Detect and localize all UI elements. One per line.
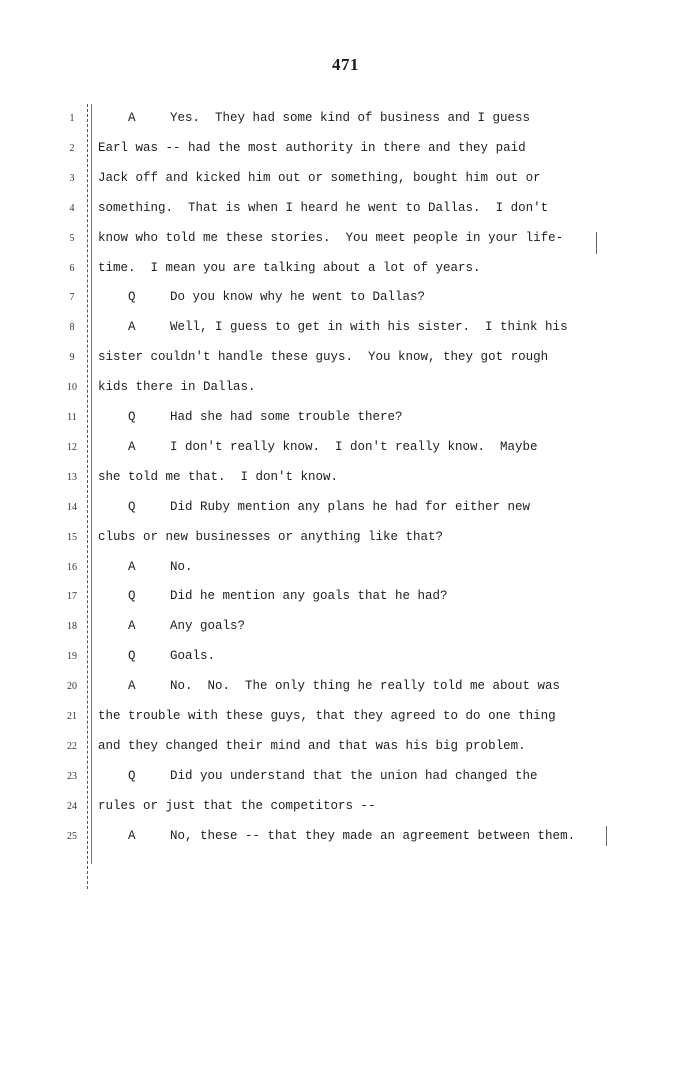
speaker-label: Q — [128, 499, 136, 514]
line-text: something. That is when I heard he went to Dallas. I don't — [98, 200, 549, 215]
line-text: No. No. The only thing he really told me about was — [170, 679, 561, 694]
line-text: No, these -- that they made an agreement between them. — [170, 828, 576, 843]
line-number: 1 — [69, 113, 75, 124]
transcript-line — [0, 529, 691, 551]
transcript-line — [0, 618, 691, 640]
transcript-line — [0, 230, 691, 252]
line-text: she told me that. I don't know. — [98, 469, 339, 484]
line-text: sister couldn't handle these guys. You know, they got rough — [98, 350, 549, 365]
line-number: 14 — [67, 501, 77, 513]
transcript-line — [0, 349, 691, 371]
line-number: 5 — [69, 232, 75, 244]
line-number: 6 — [69, 262, 75, 274]
line-text: Do you know why he went to Dallas? — [170, 290, 426, 305]
speaker-label: Q — [128, 768, 136, 783]
line-text: Had she had some trouble there? — [170, 410, 403, 424]
line-number: 19 — [67, 651, 77, 663]
transcript-line — [0, 409, 691, 431]
line-text: Well, I guess to get in with his sister. I think his — [170, 320, 568, 335]
transcript-line — [0, 140, 691, 162]
line-number: 25 — [67, 830, 77, 842]
transcript-line — [0, 469, 691, 491]
transcript-line — [0, 648, 691, 670]
line-text: Yes. They had some kind of business and I guess — [170, 111, 531, 125]
speaker-label: A — [128, 679, 136, 694]
line-number: 9 — [69, 352, 75, 364]
speaker-label: A — [128, 619, 136, 634]
line-text: Jack off and kicked him out or something, bought him out or — [98, 170, 541, 185]
speaker-label: Q — [128, 649, 136, 664]
speaker-label: A — [128, 111, 136, 125]
line-text: No. — [170, 559, 193, 574]
transcript-line — [0, 499, 691, 521]
transcript-line — [0, 559, 691, 581]
line-text: the trouble with these guys, that they agreed to do one thing — [98, 709, 556, 723]
transcript-line — [0, 260, 691, 282]
line-number: 13 — [67, 471, 77, 483]
line-text: Earl was -- had the most authority in there and they paid — [98, 140, 526, 155]
page-number: 471 — [332, 55, 359, 74]
transcript-line — [0, 798, 691, 820]
speaker-label: A — [128, 559, 136, 574]
line-text: Goals. — [170, 649, 216, 664]
line-text: and they changed their mind and that was his big problem. — [98, 738, 526, 753]
speaker-label: Q — [128, 589, 136, 604]
transcript-line — [0, 678, 691, 700]
line-number: 8 — [69, 322, 75, 334]
line-number: 11 — [67, 412, 77, 423]
line-text: rules or just that the competitors -- — [98, 798, 376, 813]
transcript-line — [0, 379, 691, 401]
transcript-line — [0, 110, 691, 132]
transcript-line — [0, 319, 691, 341]
line-number: 7 — [69, 292, 75, 304]
transcript-line — [0, 708, 691, 730]
speaker-label: A — [128, 439, 136, 454]
line-number: 24 — [67, 800, 77, 812]
line-text: Did he mention any goals that he had? — [170, 589, 448, 604]
line-text: Any goals? — [170, 619, 246, 634]
line-number: 21 — [67, 711, 77, 722]
line-number: 4 — [69, 202, 75, 214]
transcript-line — [0, 738, 691, 760]
line-number: 23 — [67, 770, 77, 782]
transcript-line — [0, 768, 691, 790]
transcript-line — [0, 588, 691, 610]
speaker-label: A — [128, 828, 136, 843]
line-number: 10 — [67, 382, 77, 394]
line-text: know who told me these stories. You meet people in your life- — [98, 230, 564, 245]
line-text: clubs or new businesses or anything like that? — [98, 529, 444, 544]
transcript-line — [0, 200, 691, 222]
transcript-line — [0, 170, 691, 192]
line-number: 22 — [67, 740, 77, 752]
line-number: 3 — [69, 172, 75, 184]
transcript-line — [0, 828, 691, 850]
line-number: 15 — [67, 531, 77, 543]
line-number: 12 — [67, 441, 77, 453]
line-text: Did Ruby mention any plans he had for either new — [170, 499, 531, 514]
line-number: 20 — [67, 681, 77, 693]
speaker-label: Q — [128, 290, 136, 305]
transcript-line — [0, 439, 691, 461]
line-text: I don't really know. I don't really know. Maybe — [170, 439, 538, 454]
line-number: 16 — [67, 561, 77, 573]
line-text: Did you understand that the union had changed the — [170, 768, 538, 783]
line-text: kids there in Dallas. — [98, 380, 256, 395]
speaker-label: A — [128, 320, 136, 335]
line-text: time. I mean you are talking about a lot of years. — [98, 260, 481, 275]
line-number: 18 — [67, 621, 77, 633]
transcript-line — [0, 289, 691, 311]
line-number: 17 — [67, 591, 77, 603]
speaker-label: Q — [128, 410, 136, 424]
line-number: 2 — [69, 142, 75, 154]
